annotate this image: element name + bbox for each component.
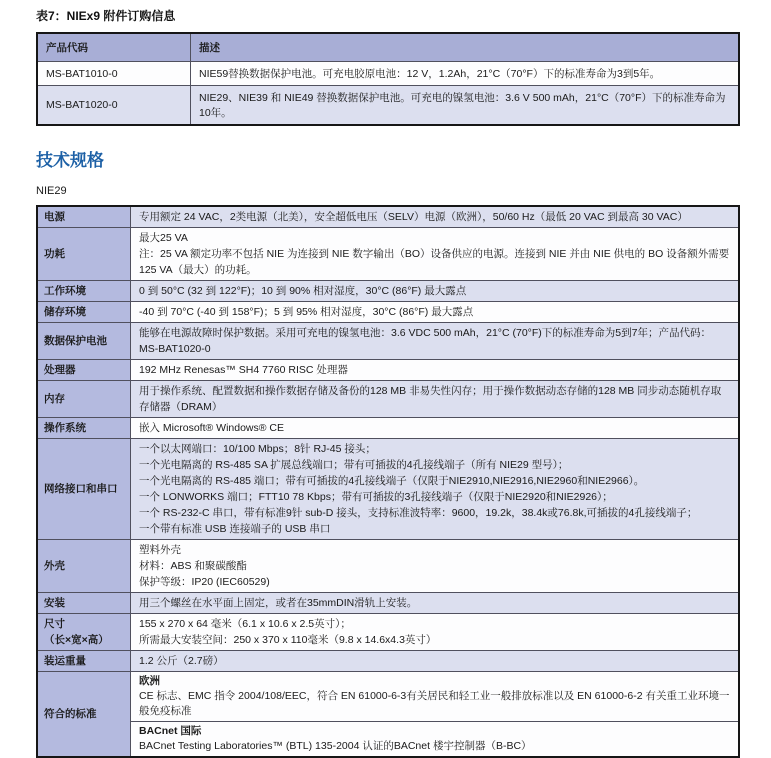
spec-label-line: 尺寸 [44,618,65,630]
spec-value-line: 注：25 VA 额定功率不包括 NIE 为连接到 NIE 数字输出（BO）设备供应的电源。连接到 NIE 并由 NIE 供电的 BO 设备额外需要125 VA（最大）的功耗。 [139,248,730,276]
description-cell: NIE59替换数据保护电池。可充电胶原电池：12 V，1.2Ah，21°C（70°F）下的标准寿命为3到5年。 [191,62,740,86]
spec-label-cell [37,614,131,651]
spec-row-network-ports [37,439,739,540]
spec-label-cell: 安装 [37,593,131,614]
spec-value-line: 一个 LONWORKS 端口；FTT10 78 Kbps；带有可插拔的3孔接线端子（仅限于NIE2920和NIE2926）； [139,491,613,503]
table7-title: 表7：NIEx9 附件订购信息 [36,9,176,23]
spec-row-shipping-weight [37,651,739,672]
spec-value-cell: 192 MHz Renesas™ SH4 7760 RISC 处理器 [131,360,740,381]
spec-label-cell: 装运重量 [37,651,131,672]
spec-label-cell: 外壳 [37,540,131,593]
spec-value-cell: 1.2 公斤（2.7磅） [131,651,740,672]
spec-value-cell [131,672,740,722]
spec-value-cell: 0 到 50°C (32 到 122°F)；10 到 90% 相对湿度，30°C (86°F) 最大露点 [131,281,740,302]
spec-value-line: 一个带有标准 USB 连接端子的 USB 串口 [139,523,331,535]
spec-value-cell: 专用额定 24 VAC，2类电源（北美），安全超低电压（SELV）电源（欧洲），50/60 Hz（最低 20 VAC 到最高 30 VAC） [131,206,740,228]
product-code-cell: MS-BAT1010-0 [37,62,191,86]
spec-value-line: 保护等级：IP20 (IEC60529) [139,576,270,588]
spec-row-processor [37,360,739,381]
spec-row-standards-bacnet [37,722,739,758]
spec-value-line: 一个 RS-232-C 串口，带有标准9针 sub-D 接头，支持标准波特率：9600，19.2k，38.4k或76.8k,可插拔的4孔接线端子； [139,507,698,519]
spec-label-cell: 电源 [37,206,131,228]
spec-row-operating-env [37,281,739,302]
spec-label-line: （长×宽×高） [44,634,109,646]
spec-row-backup-battery [37,323,739,360]
spec-row-housing [37,540,739,593]
spec-value-cell: 用三个螺丝在水平面上固定，或者在35mmDIN滑轨上安装。 [131,593,740,614]
spec-value-cell: -40 到 70°C (-40 到 158°F)；5 到 95% 相对湿度，30°C (86°F) 最大露点 [131,302,740,323]
spec-row-standards-europe [37,672,739,722]
column-header-product-code: 产品代码 [37,33,191,62]
spec-value-cell: 能够在电源故障时保护数据。采用可充电的镍氢电池：3.6 VDC 500 mAh，21°C (70°F)下的标准寿命为5到7年；产品代码：MS-BAT1020-0 [131,323,740,360]
section-title-tech-specs: 技术规格 [36,151,104,170]
spec-value-line: 最大25 VA [139,232,188,244]
spec-value-line: 155 x 270 x 64 毫米（6.1 x 10.6 x 2.5英寸）； [139,618,351,630]
spec-value-line: 一个光电隔离的 RS-485 端口；带有可插拔的4孔接线端子（仅限于NIE2910,NIE2916,NIE2960和NIE2966）。 [139,475,645,487]
spec-value-line: 塑料外壳 [139,544,181,556]
spec-value-line: 所需最大安装空间：250 x 370 x 110毫米（9.8 x 14.6x4.3英寸） [139,634,437,646]
spec-value-cell [131,614,740,651]
order-table-header-row [37,33,739,62]
model-subtitle: NIE29 [36,185,67,197]
spec-label-cell: 符合的标准 [37,672,131,758]
product-code-cell: MS-BAT1020-0 [37,86,191,126]
spec-row-power-consumption [37,228,739,281]
spec-value-cell [131,540,740,593]
spec-value-cell [131,228,740,281]
spec-label-cell: 工作环境 [37,281,131,302]
accessory-order-table [36,32,740,126]
description-cell: NIE29、NIE39 和 NIE49 替换数据保护电池。可充电的镍氢电池：3.6 V 500 mAh，21°C（70°F）下的标准寿命为10年。 [191,86,740,126]
spec-row-memory [37,381,739,418]
spec-value-cell: 用于操作系统、配置数据和操作数据存储及备份的128 MB 非易失性闪存；用于操作数据动态存储的128 MB 同步动态随机存取存储器（DRAM） [131,381,740,418]
standards-section-text: CE 标志、EMC 指令 2004/108/EEC，符合 EN 61000-6-3有关居民和轻工业一般排放标准以及 EN 61000-6-2 有关重工业环境一般免疫标准 [139,690,730,717]
spec-row-power [37,206,739,228]
spec-row-mounting [37,593,739,614]
spec-label-cell: 储存环境 [37,302,131,323]
spec-table [36,205,740,758]
table-row [37,62,739,86]
spec-value-cell [131,722,740,758]
column-header-description: 描述 [191,33,740,62]
spec-value-line: 材料：ABS 和聚碳酸酯 [139,560,247,572]
spec-label-cell: 内存 [37,381,131,418]
spec-value-cell: 嵌入 Microsoft® Windows® CE [131,418,740,439]
spec-label-cell: 操作系统 [37,418,131,439]
spec-row-dimensions [37,614,739,651]
standards-section-heading: 欧洲 [139,675,160,687]
spec-row-storage-env [37,302,739,323]
spec-value-cell [131,439,740,540]
spec-label-cell: 数据保护电池 [37,323,131,360]
spec-label-cell: 处理器 [37,360,131,381]
table-row [37,86,739,126]
spec-row-os [37,418,739,439]
spec-label-cell: 功耗 [37,228,131,281]
spec-value-line: 一个以太网端口：10/100 Mbps；8针 RJ-45 接头； [139,443,376,455]
standards-section-heading: BACnet 国际 [139,725,202,737]
spec-value-line: 一个光电隔离的 RS-485 SA 扩展总线端口；带有可插拔的4孔接线端子（所有 NIE29 型号）； [139,459,569,471]
spec-label-cell: 网络接口和串口 [37,439,131,540]
standards-section-text: BACnet Testing Laboratories™ (BTL) 135-2004 认证的BACnet 楼宇控制器（B-BC） [139,740,532,752]
